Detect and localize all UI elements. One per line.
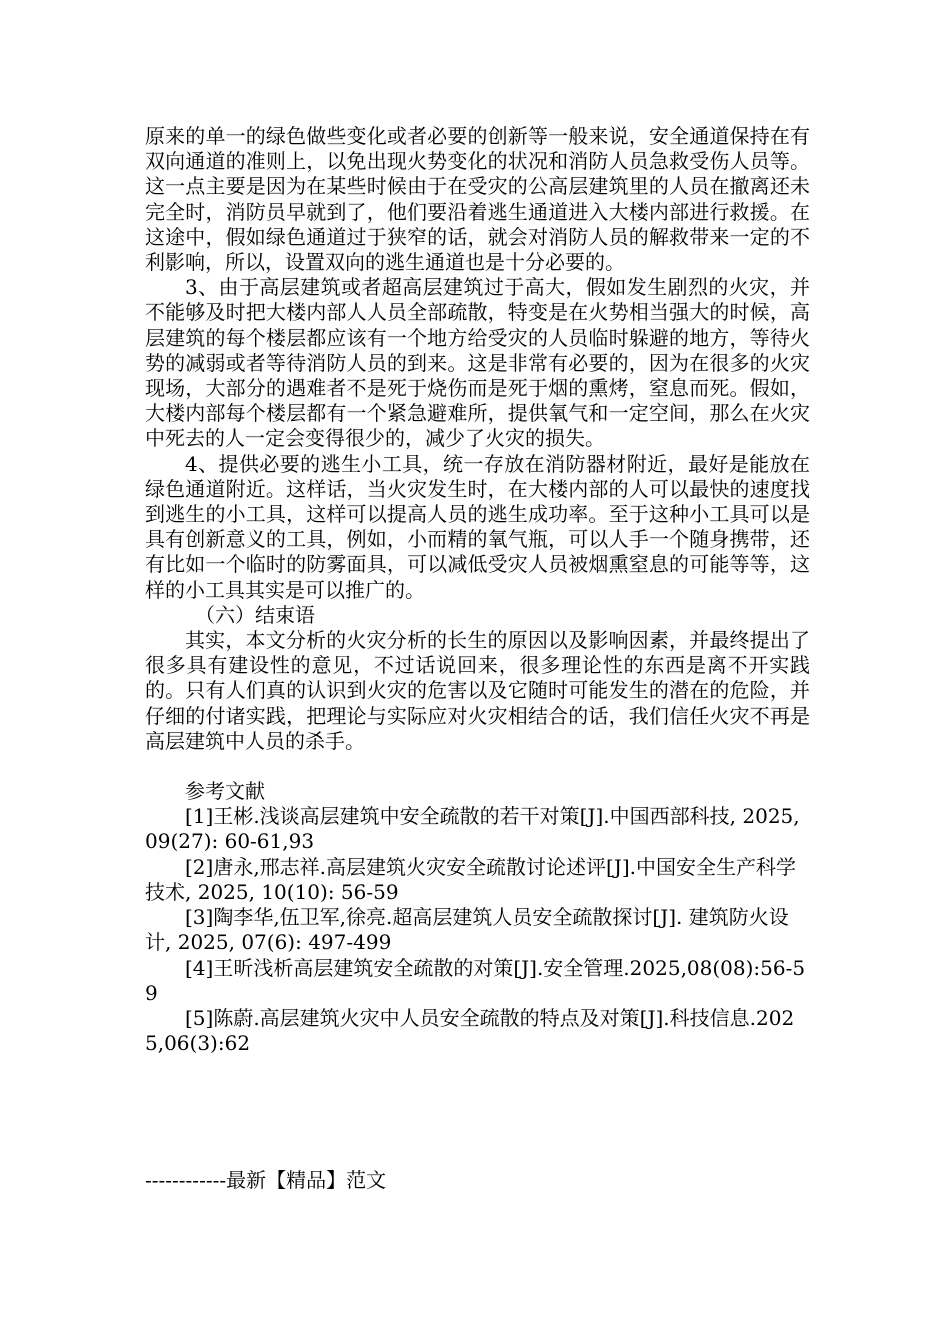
paragraph-point-3: 3、由于高层建筑或者超高层建筑过于高大，假如发生剧烈的火灾，并不能够及时把大楼内部人人员全部疏散，特变是在火势相当强大的时候，高层建筑的每个楼层都应该有一个地方给受灾的人员临时躲避的地方，等待火势的减弱或者等待消防人员的到来。这是非常有必要的，因为在很多的火灾现场，大部分的遇难者不是死于烧伤而是死于烟的熏烤，窒息而死。假如，大楼内部每个楼层都有一个紧急避难所，提供氧气和一定空间，那么在火灾中死去的人一定会变得很少的，减少了火灾的损失。 [145,275,810,451]
section-heading-conclusion: （六）结束语 [195,602,315,627]
page-footer: ------------最新【精品】范文 [145,1168,387,1192]
references-title: 参考文献 [185,779,265,804]
reference-item: [5]陈蔚.高层建筑火灾中人员安全疏散的特点及对策[J].科技信息.2025,06(3):62 [145,1005,795,1056]
reference-item: [4]王昕浅析高层建筑安全疏散的对策[J].安全管理.2025,08(08):56-59 [145,955,806,1005]
reference-item: [2]唐永,邢志祥.高层建筑火灾安全疏散讨论述评[J].中国安全生产科学技术, 2025, 10(10): 56-59 [145,854,797,904]
paragraph-continuation: 原来的单一的绿色做些变化或者必要的创新等一般来说，安全通道保持在有双向通道的准则上，以免出现火势变化的状况和消防人员急救受伤人员等。这一点主要是因为在某些时候由于在受灾的公高层建筑里的人员在撤离还未完全时，消防员早就到了，他们要沿着逃生通道进入大楼内部进行救援。在这途中，假如绿色通道过于狭窄的话，就会对消防人员的解救带来一定的不利影响，所以，设置双向的逃生通道也是十分必要的。 [145,124,810,275]
paragraph-conclusion: 其实，本文分析的火灾分析的长生的原因以及影响因素，并最终提出了很多具有建设性的意见，不过话说回来，很多理论性的东西是离不开实践的。只有人们真的认识到火灾的危害以及它随时可能发生的潜在的危险，并仔细的付诸实践，把理论与实际应对火灾相结合的话，我们信任火灾不再是高层建筑中人员的杀手。 [145,628,810,753]
references-section [145,779,810,1056]
paragraph-point-4: 4、提供必要的逃生小工具，统一存放在消防器材附近，最好是能放在绿色通道附近。这样话，当火灾发生时，在大楼内部的人可以最快的速度找到逃生的小工具，这样可以提高人员的逃生成功率。至于这种小工具可以是具有创新意义的工具，例如，小而精的氧气瓶，可以人手一个随身携带，还有比如一个临时的防雾面具，可以减低受灾人员被烟熏窒息的可能等等，这样的小工具其实是可以推广的。 [145,451,810,602]
document-body [145,124,810,1056]
reference-item: [3]陶李华,伍卫军,徐亮.超高层建筑人员安全疏散探讨[J]. 建筑防火设计, 2025, 07(6): 497-499 [145,905,789,955]
reference-item: [1]王彬.浅谈高层建筑中安全疏散的若干对策[J].中国西部科技, 2025, 09(27): 60-61,93 [145,804,800,854]
spacer [145,754,810,779]
